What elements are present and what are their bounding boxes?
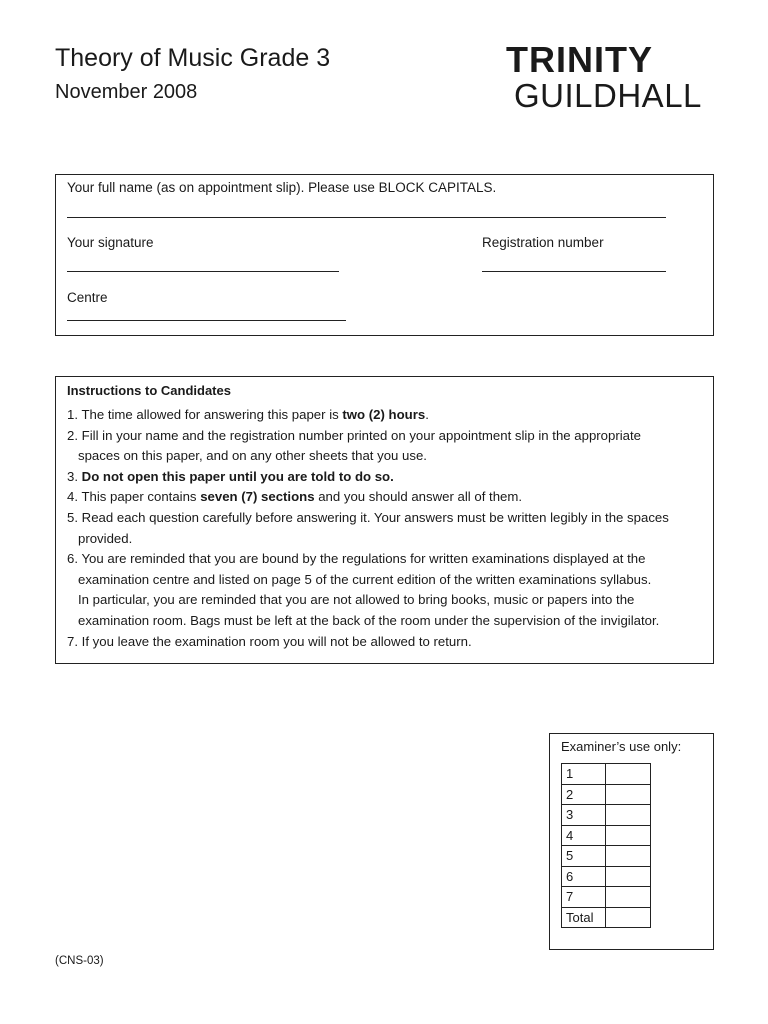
full-name-label: Your full name (as on appointment slip). Please use BLOCK CAPITALS. [67,180,497,195]
marks-cell-3[interactable] [606,805,651,826]
full-name-line[interactable] [67,217,666,218]
instruction-item-7: 7. If you leave the examination room you will not be allowed to return. [67,633,472,649]
instruction-item-4: 4. This paper contains seven (7) sections and you should answer all of them. [67,489,523,505]
marks-row-total: Total [562,907,651,928]
examiner-marks-table [561,763,651,928]
marks-row-3: 3 [562,805,651,826]
registration-label: Registration number [482,235,604,250]
instruction-item-2: 2. Fill in your name and the registration number printed on your appointment slip in the appropriate spaces on this paper, and on any other sheets that you use. [67,427,641,464]
candidate-details-box [55,174,714,336]
registration-line[interactable] [482,271,666,272]
examiner-title: Examiner’s use only: [561,739,682,754]
page-subtitle: November 2008 [55,81,198,103]
instructions-title: Instructions to Candidates [67,383,231,398]
marks-cell-1[interactable] [606,764,651,785]
marks-cell-2[interactable] [606,784,651,805]
page-title: Theory of Music Grade 3 [55,44,331,72]
paper-code: (CNS-03) [55,955,104,967]
instructions-box [55,376,714,664]
logo-trinity: TRINITY [506,39,653,80]
marks-row-4: 4 [562,825,651,846]
marks-row-2: 2 [562,784,651,805]
logo-guildhall: GUILDHALL [514,77,702,114]
centre-label: Centre [67,290,108,305]
examiner-box [549,733,714,950]
marks-row-6: 6 [562,866,651,887]
centre-line[interactable] [67,320,346,321]
marks-row-1: 1 [562,764,651,785]
marks-row-5: 5 [562,846,651,867]
signature-line[interactable] [67,271,339,272]
instruction-item-5: 5. Read each question carefully before answering it. Your answers must be written legibly in the spaces provided. [67,509,669,546]
instruction-item-1: 1. The time allowed for answering this paper is two (2) hours. [67,407,429,422]
marks-row-7: 7 [562,887,651,908]
marks-cell-total[interactable] [606,907,651,928]
marks-cell-7[interactable] [606,887,651,908]
marks-cell-5[interactable] [606,846,651,867]
instruction-item-3: 3. Do not open this paper until you are told to do so. [67,468,394,484]
instructions-list [67,405,702,652]
marks-cell-4[interactable] [606,825,651,846]
signature-label: Your signature [67,235,154,250]
instruction-item-6: 6. You are reminded that you are bound by the regulations for written examinations displayed at the examination centre and listed on page 5 of the current edition of the written examinations syllabus. In particular, you are reminded that you are not allowed to bring books, music or papers into the examination room. Bags must be left at the back of the room under the supervision of the invigilator. [67,551,660,628]
marks-cell-6[interactable] [606,866,651,887]
